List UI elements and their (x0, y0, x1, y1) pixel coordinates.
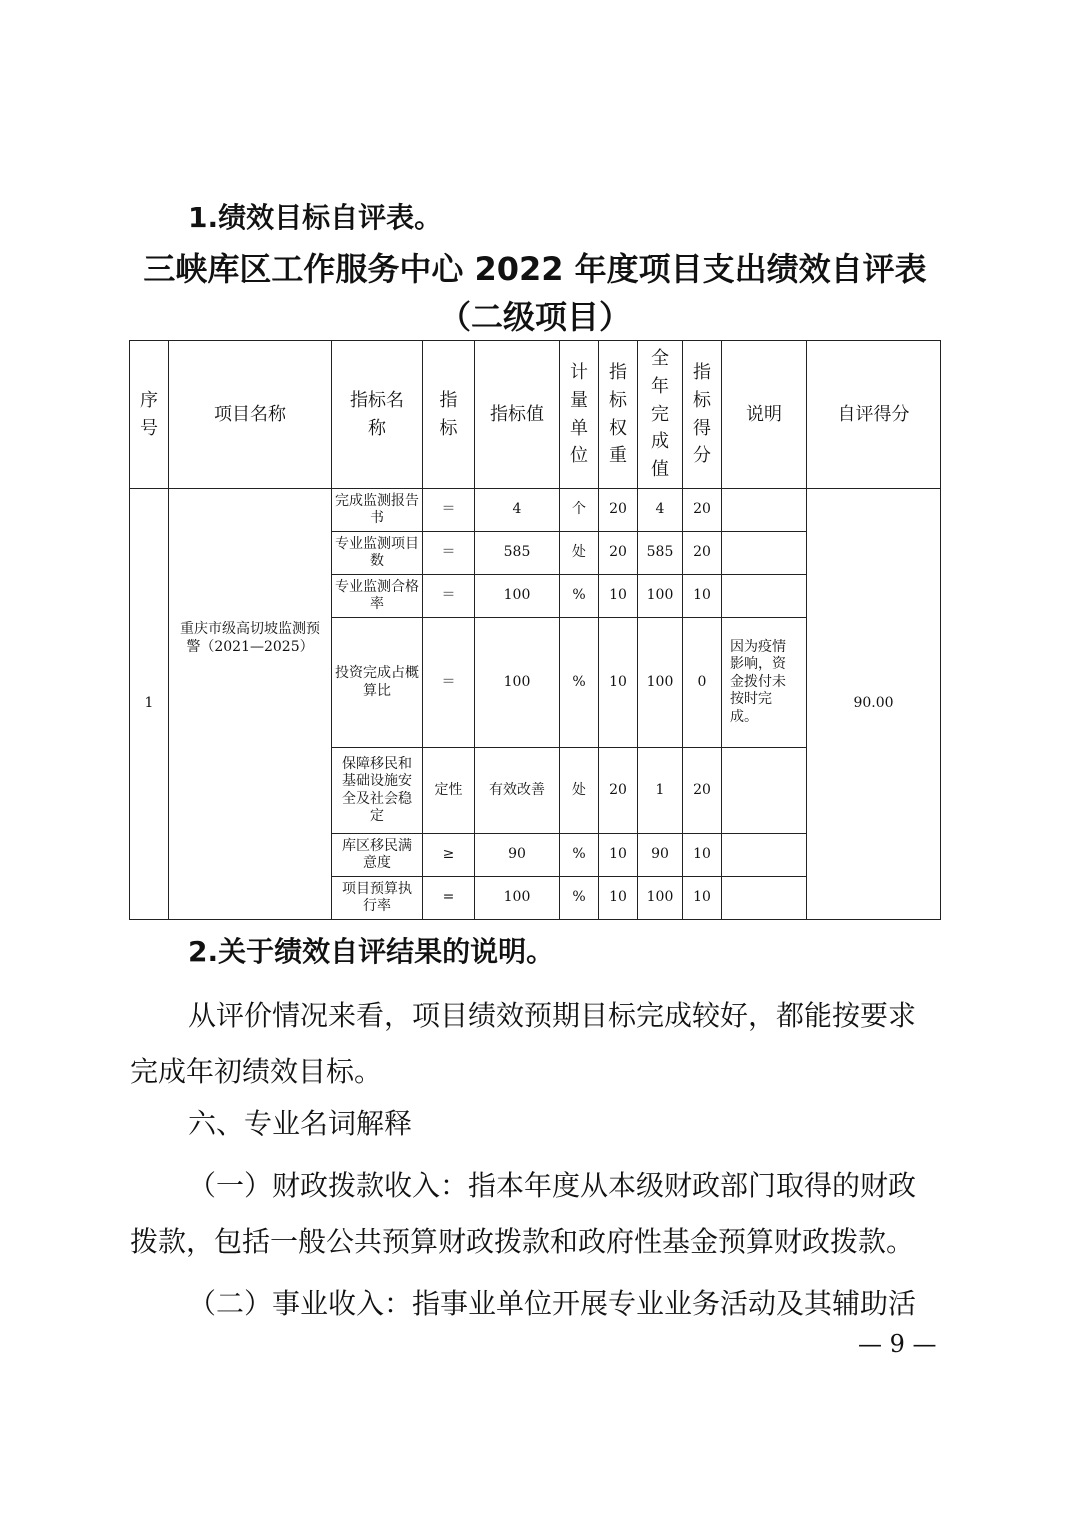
cell-weight: 20 (599, 532, 638, 575)
cell-weight: 20 (599, 748, 638, 834)
cell-operator: ≥ (423, 834, 475, 877)
cell-weight: 10 (599, 834, 638, 877)
cell-score: 10 (683, 575, 722, 618)
cell-note (722, 748, 807, 834)
cell-score: 10 (683, 834, 722, 877)
table-title: 三峡库区工作服务中心 2022 年度项目支出绩效自评表 (143, 250, 927, 288)
cell-actual: 585 (638, 532, 683, 575)
cell-unit: 处 (560, 748, 599, 834)
cell-operator: ＝ (423, 618, 475, 748)
cell-operator: ＝ (423, 532, 475, 575)
cell-score: 10 (683, 877, 722, 920)
cell-operator: ＝ (423, 575, 475, 618)
cell-unit: 个 (560, 489, 599, 532)
cell-seq: 1 (130, 489, 169, 920)
results-heading: 2.关于绩效自评结果的说明。 (188, 935, 555, 968)
cell-note: 因为疫情影响，资金拨付未按时完成。 (722, 618, 807, 748)
cell-score: 20 (683, 489, 722, 532)
cell-indicator-name: 项目预算执行率 (332, 877, 423, 920)
cell-operator: 定性 (423, 748, 475, 834)
cell-self-score: 90.00 (807, 489, 941, 920)
cell-actual: 100 (638, 575, 683, 618)
header-indicator-name: 指标名 称 (332, 341, 423, 489)
cell-score: 20 (683, 748, 722, 834)
header-seq: 序 号 (130, 341, 169, 489)
cell-score: 20 (683, 532, 722, 575)
cell-note (722, 575, 807, 618)
header-unit: 计 量 单 位 (560, 341, 599, 489)
header-indicator-value: 指标值 (475, 341, 560, 489)
cell-note (722, 489, 807, 532)
cell-indicator-name: 投资完成占概算比 (332, 618, 423, 748)
performance-table (129, 340, 941, 920)
cell-indicator-name: 专业监测合格率 (332, 575, 423, 618)
cell-actual: 100 (638, 877, 683, 920)
cell-value: 100 (475, 575, 560, 618)
glossary-business-definition: 指事业单位开展专业业务活动及其辅助活 (412, 1287, 917, 1320)
header-actual: 全 年 完 成 值 (638, 341, 683, 489)
cell-unit: % (560, 834, 599, 877)
results-paragraph: 从评价情况来看，项目绩效预期目标完成较好，都能按要求完成年初绩效目标。 (130, 999, 917, 1088)
header-indicator: 指 标 (423, 341, 475, 489)
cell-project-name: 重庆市级高切坡监测预警（2021—2025） (169, 489, 332, 920)
header-score: 指 标 得 分 (683, 341, 722, 489)
table-subtitle: （二级项目） (438, 298, 631, 336)
cell-value: 有效改善 (475, 748, 560, 834)
cell-indicator-name: 专业监测项目数 (332, 532, 423, 575)
header-project-name: 项目名称 (169, 341, 332, 489)
table-header-row (130, 341, 941, 489)
cell-operator: ＝ (423, 489, 475, 532)
cell-score: 0 (683, 618, 722, 748)
header-note: 说明 (722, 341, 807, 489)
cell-weight: 10 (599, 575, 638, 618)
cell-indicator-name: 完成监测报告书 (332, 489, 423, 532)
cell-unit: % (560, 877, 599, 920)
cell-note (722, 877, 807, 920)
header-self-score: 自评得分 (807, 341, 941, 489)
cell-note (722, 834, 807, 877)
table-row (130, 489, 941, 532)
cell-value: 90 (475, 834, 560, 877)
section-heading: 1.绩效目标自评表。 (188, 201, 443, 234)
glossary-business-term: （二）事业收入： (188, 1287, 413, 1320)
cell-weight: 20 (599, 489, 638, 532)
cell-value: 4 (475, 489, 560, 532)
glossary-fiscal-paragraph (130, 1158, 942, 1270)
cell-value: 100 (475, 618, 560, 748)
cell-unit: % (560, 618, 599, 748)
cell-unit: % (560, 575, 599, 618)
glossary-heading: 六、专业名词解释 (188, 1107, 413, 1140)
cell-indicator-name: 保障移民和基础设施安全及社会稳定 (332, 748, 423, 834)
cell-actual: 1 (638, 748, 683, 834)
cell-weight: 10 (599, 877, 638, 920)
page-number: — 9 — (858, 1330, 937, 1358)
glossary-business-paragraph (130, 1276, 942, 1332)
cell-actual: 4 (638, 489, 683, 532)
cell-actual: 90 (638, 834, 683, 877)
glossary-fiscal-definition: 指本年度从本级财政部门取得的财政拨款，包括一般公共预算财政拨款和政府性基金预算财政拨款。 (130, 1169, 917, 1258)
cell-unit: 处 (560, 532, 599, 575)
cell-indicator-name: 库区移民满意度 (332, 834, 423, 877)
cell-actual: 100 (638, 618, 683, 748)
cell-value: 585 (475, 532, 560, 575)
cell-note (722, 532, 807, 575)
cell-operator: = (423, 877, 475, 920)
cell-value: 100 (475, 877, 560, 920)
header-weight: 指 标 权 重 (599, 341, 638, 489)
glossary-fiscal-term: （一）财政拨款收入： (188, 1169, 469, 1202)
cell-weight: 10 (599, 618, 638, 748)
